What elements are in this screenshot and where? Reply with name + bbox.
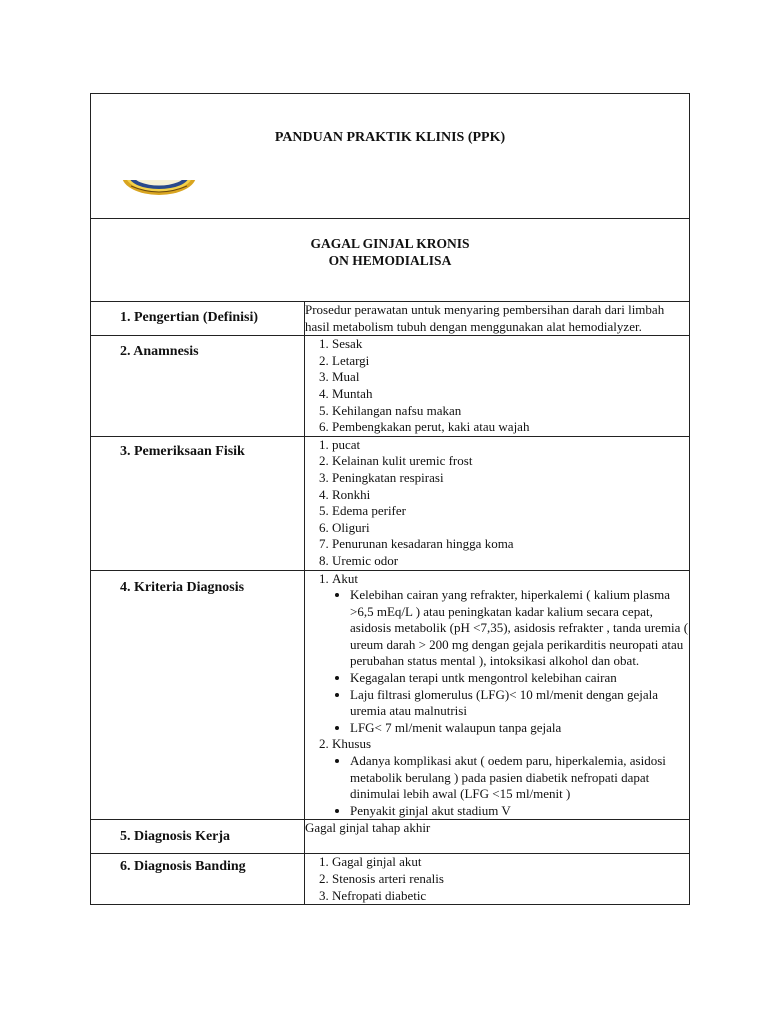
label-definisi: 1. Pengertian (Definisi)	[120, 310, 259, 325]
list-item-akut	[332, 571, 689, 737]
row-diagnosis-banding	[91, 854, 690, 905]
akut-sublist	[332, 587, 689, 736]
list-item: 3. Peningkatan respirasi	[332, 470, 689, 487]
row-pemeriksaan-fisik	[91, 436, 690, 570]
label-fisik: 3. Pemeriksaan Fisik	[120, 443, 245, 459]
list-item: 1. Sesak	[332, 336, 689, 353]
fisik-list	[305, 437, 689, 570]
list-item: • LFG< 7 ml/menit walaupun tanpa gejala	[350, 720, 689, 737]
label-kerja: 5. Diagnosis Kerja	[120, 829, 231, 845]
label-anamnesis: 2. Anamnesis	[120, 344, 199, 360]
text-kerja: Gagal ginjal tahap akhir	[305, 820, 431, 836]
topic-title-cell	[91, 219, 690, 302]
text-definisi: Prosedur perawatan untuk menyaring pembersihan darah dari limbah hasil metabolism tubuh dengan menggunakan alat hemodialyzer.	[305, 302, 665, 334]
list-item: 8. Uremic odor	[332, 553, 689, 570]
seal-logo	[121, 180, 197, 196]
list-item: 4. Muntah	[332, 386, 689, 403]
list-item: 2. Stenosis arteri renalis	[332, 871, 689, 888]
label-kriteria: 4. Kriteria Diagnosis	[120, 579, 245, 595]
khusus-sublist	[332, 753, 689, 819]
list-item: • Penyakit ginjal akut stadium V	[350, 803, 689, 820]
list-item: • Kelebihan cairan yang refrakter, hiperkalemi ( kalium plasma >6,5 mEq/L ) atau peningkatan kadar kalium secara cepat, asidosis metabolik (pH <7,35), asidosis refrakter , tanda uremia ( ureum darah > 200 mg dengan gejala perikarditis neuropati atau perubahan status mental ), intoksikasi alkohol dan obat.	[350, 587, 689, 670]
list-item: 4. Ronkhi	[332, 487, 689, 504]
list-item: 1. Gagal ginjal akut	[332, 854, 689, 871]
list-item: 3. Nefropati diabetic	[332, 888, 689, 905]
ppk-document-table	[90, 93, 690, 905]
list-item: 2. Letargi	[332, 353, 689, 370]
list-item: 5. Kehilangan nafsu makan	[332, 403, 689, 420]
list-item: 6. Pembengkakan perut, kaki atau wajah	[332, 419, 689, 436]
khusus-label: Khusus	[332, 736, 372, 752]
document-title: PANDUAN PRAKTIK KLINIS (PPK)	[274, 130, 506, 145]
banding-list	[305, 854, 689, 904]
list-item: 6. Oliguri	[332, 520, 689, 537]
kriteria-list	[305, 571, 689, 820]
list-item: • Laju filtrasi glomerulus (LFG)< 10 ml/menit dengan gejala uremia atau malnutrisi	[350, 687, 689, 720]
list-item: 3. Mual	[332, 369, 689, 386]
row-kriteria-diagnosis	[91, 570, 690, 820]
list-item: 5. Edema perifer	[332, 503, 689, 520]
list-item: • Adanya komplikasi akut ( oedem paru, hiperkalemia, asidosi metabolik berulang ) pada pasien diabetik nefropati dapat dinimulai lebih awal (LFG <15 ml/menit )	[350, 753, 689, 803]
list-item: • Kegagalan terapi untk mengontrol kelebihan cairan	[350, 670, 689, 687]
list-item: 1. pucat	[332, 437, 689, 454]
label-banding: 6. Diagnosis Banding	[120, 859, 246, 875]
list-item-khusus	[332, 736, 689, 819]
topic-line-2: ON HEMODIALISA	[328, 253, 452, 268]
row-anamnesis	[91, 336, 690, 437]
row-definisi	[91, 302, 690, 336]
topic-line-1: GAGAL GINJAL KRONIS	[310, 236, 470, 251]
list-item: 2. Kelainan kulit uremic frost	[332, 453, 689, 470]
list-item: 7. Penurunan kesadaran hingga koma	[332, 536, 689, 553]
header-cell	[91, 94, 690, 219]
akut-label: Akut	[332, 570, 358, 586]
row-diagnosis-kerja	[91, 820, 690, 854]
anamnesis-list	[305, 336, 689, 436]
